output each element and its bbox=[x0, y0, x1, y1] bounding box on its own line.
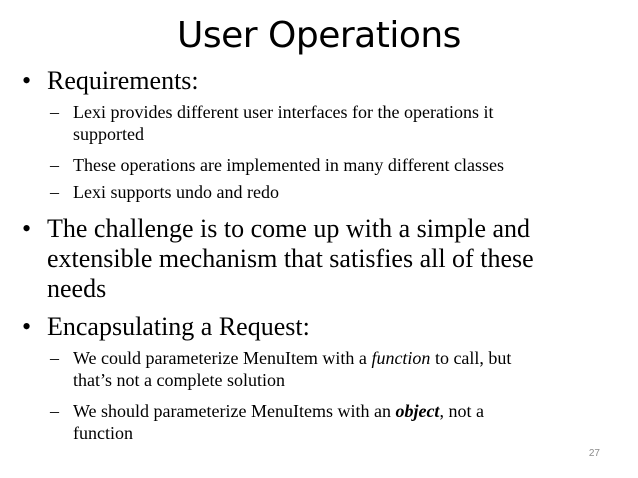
dash-marker: – bbox=[50, 348, 59, 368]
requirement-item-1-line-2: supported bbox=[73, 124, 144, 144]
encapsulating-item-1-line-2: that’s not a complete solution bbox=[73, 370, 285, 390]
encapsulating-item-2-line-2: function bbox=[73, 423, 133, 443]
text-run: We could parameterize MenuItem with a bbox=[73, 348, 372, 368]
bullet-marker: • bbox=[22, 312, 32, 341]
text-run: to call, but bbox=[430, 348, 512, 368]
text-run: , not a bbox=[439, 401, 484, 421]
encapsulating-item-1-line-1 bbox=[73, 347, 511, 369]
requirement-item-1-line-1: Lexi provides different user interfaces for the operations it bbox=[73, 102, 494, 122]
requirement-item-3: Lexi supports undo and redo bbox=[73, 182, 279, 202]
page-number: 27 bbox=[588, 448, 600, 459]
challenge-line-3: needs bbox=[47, 274, 107, 303]
function-emphasis: function bbox=[371, 348, 431, 368]
requirement-item-2: These operations are implemented in many different classes bbox=[73, 155, 505, 175]
bullet-marker: • bbox=[22, 66, 32, 95]
requirements-heading: Requirements: bbox=[47, 66, 199, 95]
challenge-line-2: extensible mechanism that satisfies all of these bbox=[47, 244, 534, 273]
dash-marker: – bbox=[50, 182, 59, 202]
encapsulating-heading: Encapsulating a Request: bbox=[47, 312, 310, 341]
dash-marker: – bbox=[50, 155, 59, 175]
text-run: We should parameterize MenuItems with an bbox=[73, 401, 396, 421]
object-emphasis: object bbox=[395, 401, 440, 421]
dash-marker: – bbox=[50, 401, 59, 421]
dash-marker: – bbox=[50, 102, 59, 122]
challenge-line-1: The challenge is to come up with a simple and bbox=[47, 214, 531, 243]
slide-title: User Operations bbox=[177, 15, 461, 56]
encapsulating-item-2-line-1 bbox=[73, 400, 484, 422]
bullet-marker: • bbox=[22, 214, 32, 243]
